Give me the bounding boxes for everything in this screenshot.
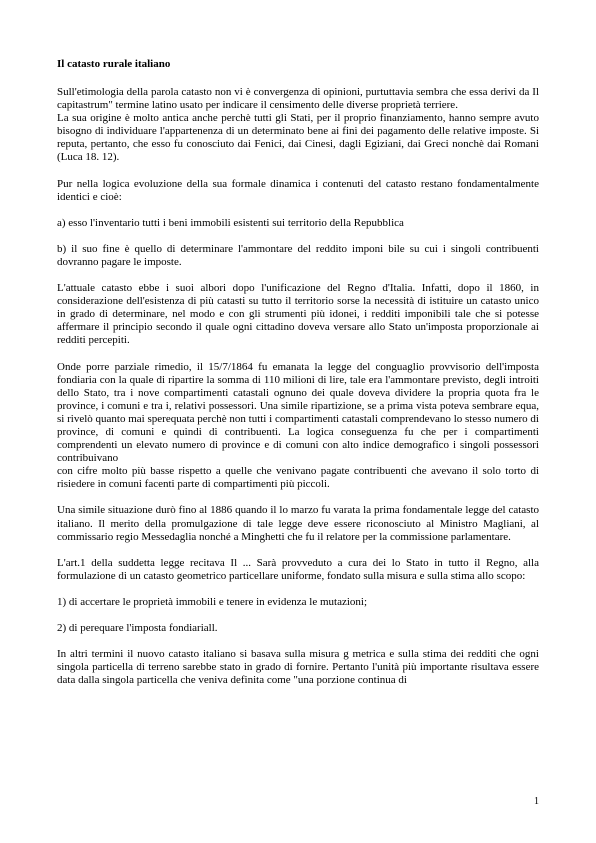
paragraph-gap: [57, 609, 539, 622]
page-number: 1: [534, 796, 539, 807]
paragraph-gap: [57, 635, 539, 648]
paragraph-evoluzione: Pur nella logica evoluzione della sua formale dinamica i contenuti del catasto restano fondamentalmente identici e cioè:: [57, 177, 539, 203]
paragraph-gap: [57, 269, 539, 282]
list-item-b: b) il suo fine è quello di determinare l'ammontare del reddito imponi bile su cui i singoli contribuenti dovranno pagare le imposte.: [57, 242, 539, 268]
paragraph-cifre: con cifre molto più basse rispetto a quelle che venivano pagate contribuenti che avevano il solo torto di risiedere in comuni facenti parte di compartimenti più piccoli.: [57, 465, 539, 491]
paragraph-etimologia: Sull'etimologia della parola catasto non vi è convergenza di opinioni, purtuttavia sembra che essa derivi da Il capitastrum" termine latino usato per indicare il censimento delle diverse proprietà terriere.: [57, 86, 539, 112]
list-item-2: 2) di perequare l'imposta fondiariall.: [57, 622, 218, 634]
paragraph-rimedio: Onde porre parziale rimedio, il 15/7/1864 fu emanata la legge del conguaglio provvisorio dell'imposta fondiaria con la quale di ripartire la somma di 110 milioni di lire, tale era l'ammontare previsto, degli introiti dello Stato, tra i nove compartimenti catastali ognuno dei quale doveva dividere la propria quota fra le province, i comuni e tra i, relativi possessori. Una simile ripartizione, se a prima vista poteva sembrare equa, si rivelò quanto mai sperequata perchè non tutti i compartimenti catastali comprendevano lo stesso numero di province, di comuni e quindi di contribuenti. La logica conseguenza fu che per i compartimenti comprendenti un elevato numero di province e di comuni con alto indice demografico i singoli possessori contribuivano: [57, 360, 539, 465]
paragraph-origine: La sua origine è molto antica anche perchè tutti gli Stati, per il proprio finanziamento, hanno sempre avuto bisogno di individuare l'appartenenza di un determinato bene ai fini dei pagamento delle relative imposte. Si reputa, pertanto, che esso fu conosciuto dai Fenici, dai Cinesi, dagli Egiziani, dai Greci nonchè dai Romani (Luca 18. 12).: [57, 112, 539, 164]
paragraph-gap: [57, 165, 539, 178]
paragraph-gap: [57, 544, 539, 557]
list-item-1: 1) di accertare le proprietà immobili e tenere in evidenza le mutazioni;: [57, 595, 367, 608]
paragraph-attuale-catasto: L'attuale catasto ebbe i suoi albori dopo l'unificazione del Regno d'Italia. Infatti, dopo il 1860, in considerazione dell'esistenza di più catasti su tutto il territorio sorse la necessità di istituire un catasto unico in grado di determinare, nel modo e con gli strumenti più idonei, i redditi imponibili tale che si potesse affermare il principio secondo il quale ogni cittadino doveva versare allo Stato un'imposta proporzionale ai redditi percepiti.: [57, 282, 539, 347]
paragraph-art1: L'art.1 della suddetta legge recitava Il ... Sarà provveduto a cura dei lo Stato in tutto il Regno, alla formulazione di un catasto geometrico particellare uniforme, fondato sulla misura e sulla stima allo scopo:: [57, 556, 539, 582]
paragraph-gap: [57, 583, 539, 596]
paragraph-gap: [57, 348, 539, 361]
document-title: Il catasto rurale italiano: [57, 58, 171, 70]
list-item-a: a) esso l'inventario tutti i beni immobili esistenti sui territorio della Repubblica: [57, 216, 404, 229]
paragraph-gap: [57, 230, 539, 243]
paragraph-altri-termini: In altri termini il nuovo catasto italiano si basava sulla misura g metrica e sulla stima dei redditi che ogni singola particella di terreno sarebbe stato in grado di fornire. Pertanto l'unità più importante risultava essere data dalla singola particella che veniva definita come "una porzione continua di: [57, 648, 539, 687]
paragraph-gap: [57, 491, 539, 504]
paragraph-situazione-1886: Una simile situazione durò fino al 1886 quando il lo marzo fu varata la prima fondamentale legge del catasto italiano. Il merito della promulgazione di tale legge deve essere riconosciuto al Ministro Magliani, al commissario regio Messedaglia nonché a Minghetti che fu il relatore per la commissione parlamentare.: [57, 504, 539, 543]
paragraph-gap: [57, 204, 539, 217]
